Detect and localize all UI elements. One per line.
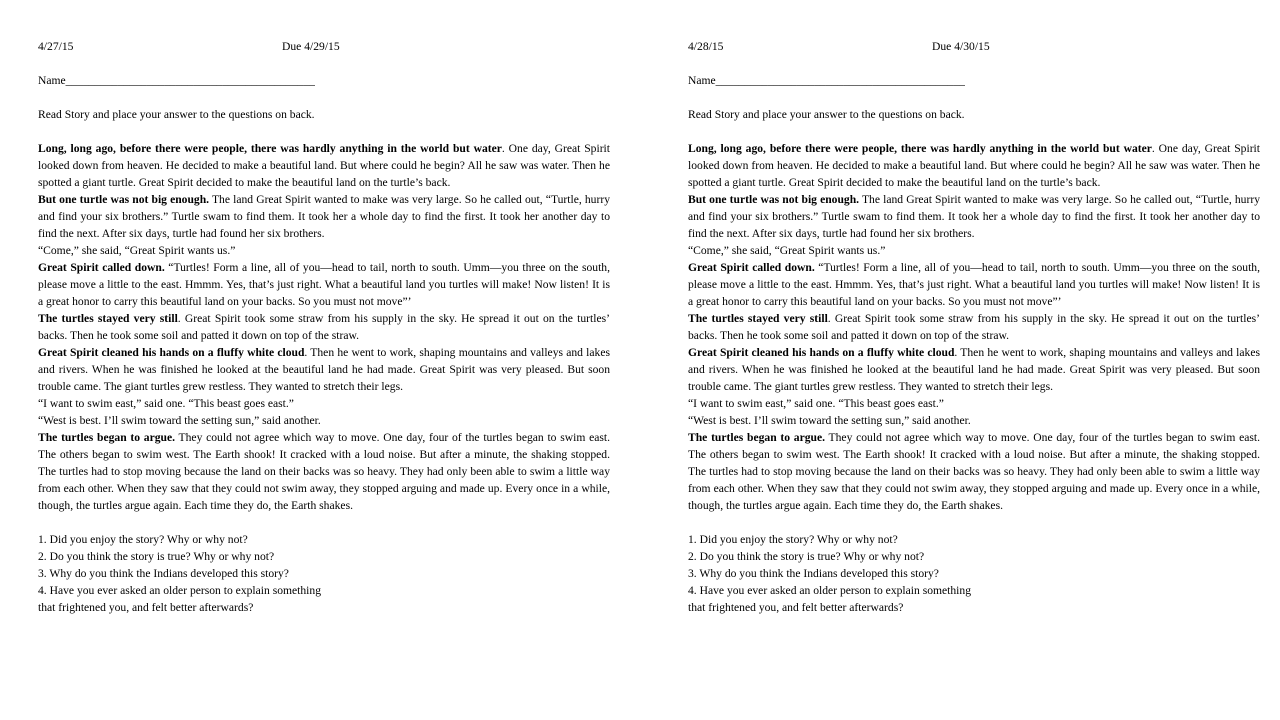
assigned-date: 4/27/15 xyxy=(38,40,74,53)
worksheet-header xyxy=(688,38,1260,55)
story-paragraph: Long, long ago, before there were people, there was hardly anything in the world but water. One day, Great Spirit looked down from heaven. He decided to make a beautiful land. But where could he begin? All he saw was water. Then he spotted a giant turtle. Great Spirit decided to make the beautiful land on the turtle’s back. xyxy=(688,142,1260,189)
worksheet-right xyxy=(688,38,1260,616)
story-paragraph: But one turtle was not big enough. The land Great Spirit wanted to make was very large. So he called out, “Turtle, hurry and find your six brothers.” Turtle swam to find them. It took her a whole day to find the first. It took her another day to find the next. After six days, turtle had found her six brothers. xyxy=(688,193,1260,240)
question-item: 4. Have you ever asked an older person to explain something xyxy=(688,584,971,597)
story-paragraph: Great Spirit cleaned his hands on a fluffy white cloud. Then he went to work, shaping mountains and valleys and lakes and rivers. When he was finished he looked at the beautiful land he had made. Great Spirit was very pleased. But soon trouble came. The giant turtles grew restless. They wanted to stretch their legs. xyxy=(688,346,1260,393)
due-date: Due 4/30/15 xyxy=(932,40,990,53)
story-body xyxy=(38,140,610,514)
question-item: 2. Do you think the story is true? Why or why not? xyxy=(38,550,275,563)
name-line: Name___________________________________________ xyxy=(688,74,965,87)
question-item: that frightened you, and felt better afterwards? xyxy=(688,601,904,614)
instructions: Read Story and place your answer to the questions on back. xyxy=(688,108,965,121)
story-paragraph: Great Spirit called down. “Turtles! Form a line, all of you—head to tail, north to south. Umm—you three on the south, please move a little to the east. Hmmm. Yes, that’s just right. What a beautiful land you turtles will make! Now listen! It is a great honor to carry this beautiful land on your backs. So you must not move”’ xyxy=(688,261,1260,308)
story-paragraph: “Come,” she said, “Great Spirit wants us.” xyxy=(688,244,886,257)
name-line: Name___________________________________________ xyxy=(38,74,315,87)
question-item: 1. Did you enjoy the story? Why or why not? xyxy=(688,533,898,546)
question-list xyxy=(688,531,1260,616)
story-paragraph: “Come,” she said, “Great Spirit wants us.” xyxy=(38,244,236,257)
due-date: Due 4/29/15 xyxy=(282,40,340,53)
story-paragraph: The turtles began to argue. They could not agree which way to move. One day, four of the turtles began to swim east. The others began to swim west. The Earth shook! It cracked with a loud noise. But after a minute, the shaking stopped. The turtles had to stop moving because the land on their backs was so heavy. They had only been able to swim a little way from each other. When they saw that they could not swim away, they stopped arguing and made up. Every once in a while, though, the turtles argue again. Each time they do, the Earth shakes. xyxy=(688,431,1261,512)
worksheet-left xyxy=(38,38,610,616)
story-paragraph: “I want to swim east,” said one. “This beast goes east.” xyxy=(38,397,294,410)
question-list xyxy=(38,531,610,616)
instructions: Read Story and place your answer to the questions on back. xyxy=(38,108,315,121)
story-paragraph: Long, long ago, before there were people, there was hardly anything in the world but water. One day, Great Spirit looked down from heaven. He decided to make a beautiful land. But where could he begin? All he saw was water. Then he spotted a giant turtle. Great Spirit decided to make the beautiful land on the turtle’s back. xyxy=(38,142,610,189)
worksheet-header xyxy=(38,38,610,55)
story-body xyxy=(688,140,1260,514)
story-paragraph: “West is best. I’ll swim toward the setting sun,” said another. xyxy=(688,414,971,427)
question-item: 4. Have you ever asked an older person to explain something xyxy=(38,584,321,597)
story-paragraph: The turtles began to argue. They could not agree which way to move. One day, four of the turtles began to swim east. The others began to swim west. The Earth shook! It cracked with a loud noise. But after a minute, the shaking stopped. The turtles had to stop moving because the land on their backs was so heavy. They had only been able to swim a little way from each other. When they saw that they could not swim away, they stopped arguing and made up. Every once in a while, though, the turtles argue again. Each time they do, the Earth shakes. xyxy=(38,431,611,512)
question-item: 2. Do you think the story is true? Why or why not? xyxy=(688,550,925,563)
story-paragraph: The turtles stayed very still. Great Spirit took some straw from his supply in the sky. He spread it out on the turtles’ backs. Then he took some soil and patted it down on top of the straw. xyxy=(38,312,610,342)
question-item: 1. Did you enjoy the story? Why or why not? xyxy=(38,533,248,546)
question-item: that frightened you, and felt better afterwards? xyxy=(38,601,254,614)
story-paragraph: “West is best. I’ll swim toward the setting sun,” said another. xyxy=(38,414,321,427)
story-paragraph: The turtles stayed very still. Great Spirit took some straw from his supply in the sky. He spread it out on the turtles’ backs. Then he took some soil and patted it down on top of the straw. xyxy=(688,312,1260,342)
story-paragraph: Great Spirit called down. “Turtles! Form a line, all of you—head to tail, north to south. Umm—you three on the south, please move a little to the east. Hmmm. Yes, that’s just right. What a beautiful land you turtles will make! Now listen! It is a great honor to carry this beautiful land on your backs. So you must not move”’ xyxy=(38,261,610,308)
story-paragraph: But one turtle was not big enough. The land Great Spirit wanted to make was very large. So he called out, “Turtle, hurry and find your six brothers.” Turtle swam to find them. It took her a whole day to find the first. It took her another day to find the next. After six days, turtle had found her six brothers. xyxy=(38,193,610,240)
question-item: 3. Why do you think the Indians developed this story? xyxy=(688,567,939,580)
story-paragraph: “I want to swim east,” said one. “This beast goes east.” xyxy=(688,397,944,410)
story-paragraph: Great Spirit cleaned his hands on a fluffy white cloud. Then he went to work, shaping mountains and valleys and lakes and rivers. When he was finished he looked at the beautiful land he had made. Great Spirit was very pleased. But soon trouble came. The giant turtles grew restless. They wanted to stretch their legs. xyxy=(38,346,610,393)
assigned-date: 4/28/15 xyxy=(688,40,724,53)
question-item: 3. Why do you think the Indians developed this story? xyxy=(38,567,289,580)
